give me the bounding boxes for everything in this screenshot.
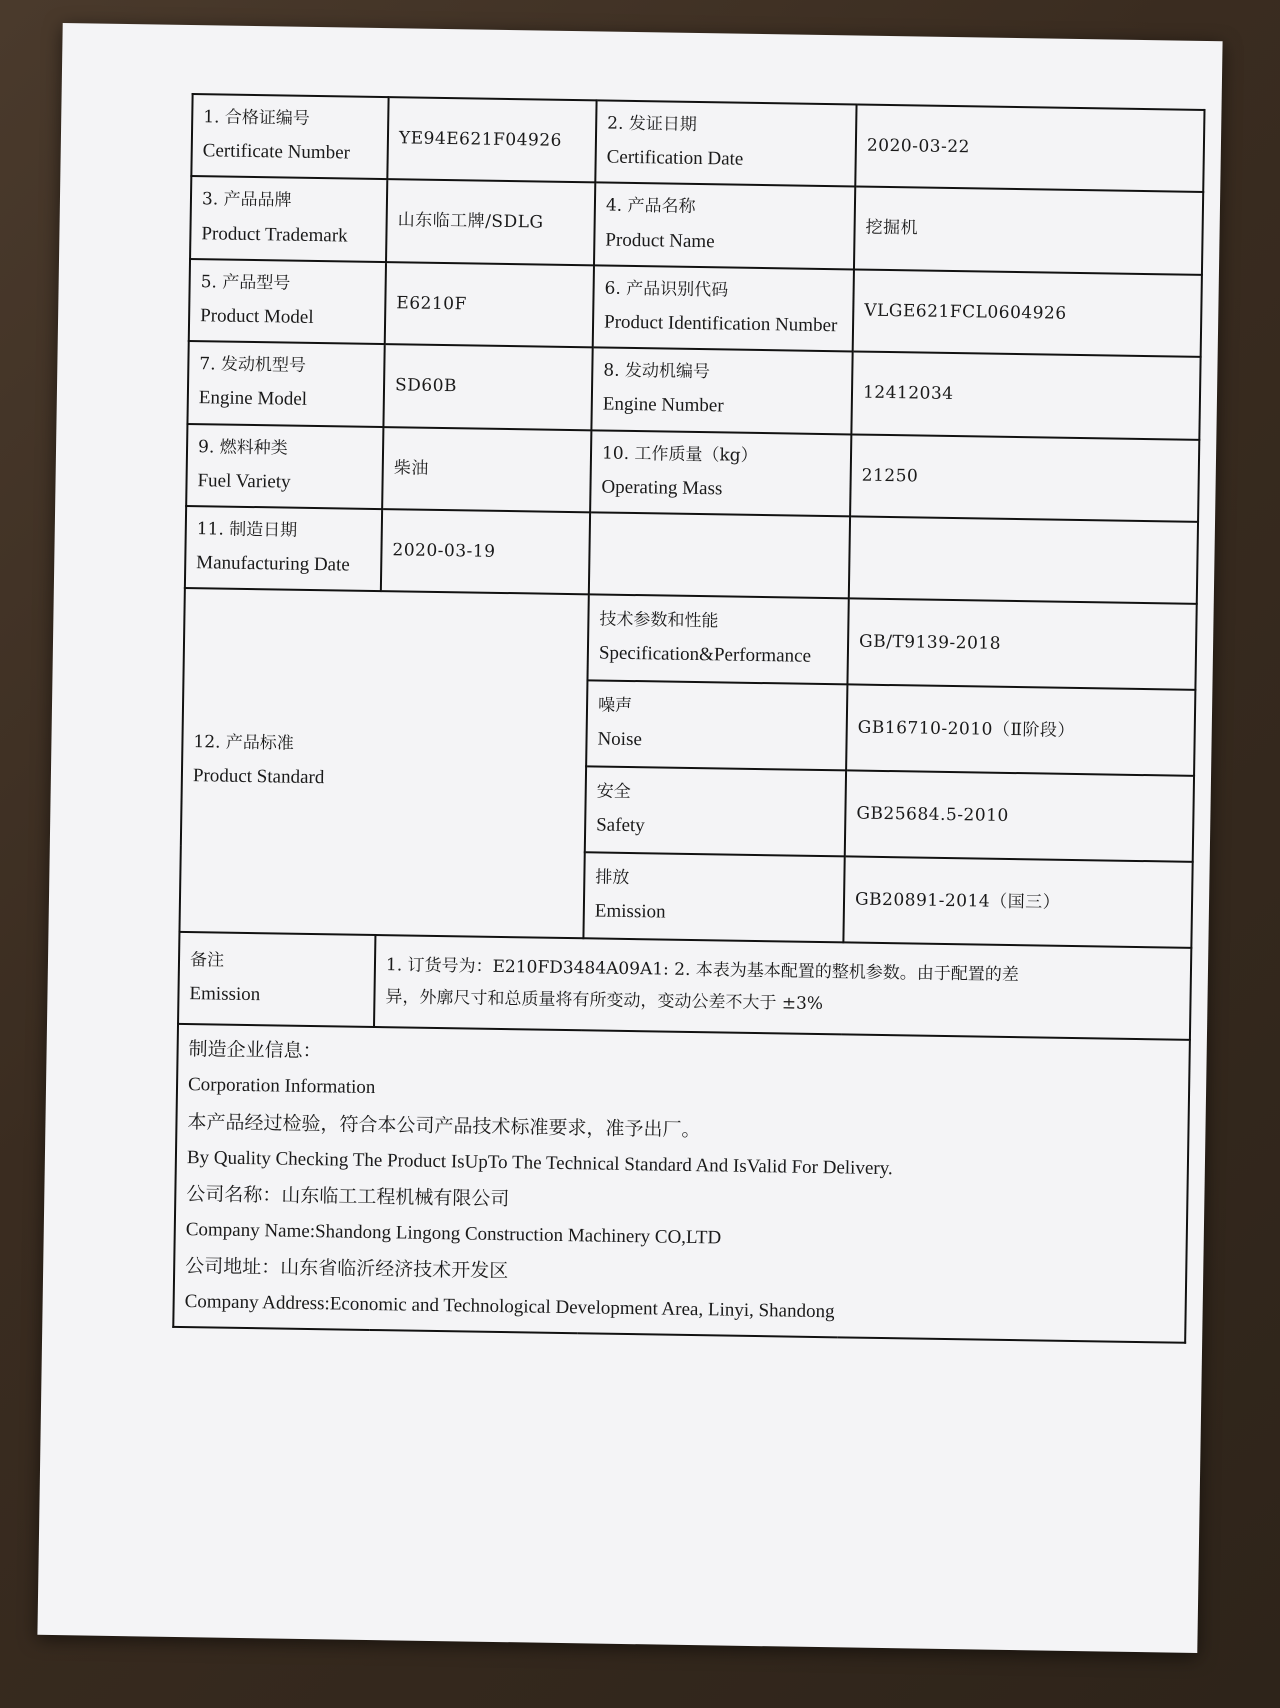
label-cn: 11. 制造日期	[196, 519, 298, 541]
label-en: Manufacturing Date	[196, 552, 350, 576]
label-en: Noise	[597, 728, 643, 751]
field-label-trademark	[190, 176, 387, 261]
product-id-value: VLGE621FCL0604926	[853, 269, 1202, 357]
label-cn: 7. 发动机型号	[199, 354, 307, 377]
table-row	[190, 176, 1203, 274]
label-cn: 9. 燃料种类	[197, 436, 288, 459]
table-row	[189, 259, 1202, 357]
label-en: Engine Number	[602, 393, 724, 417]
table-row	[187, 341, 1200, 439]
label-en: Product Name	[605, 229, 715, 252]
label-en: Operating Mass	[601, 476, 723, 500]
standard-item-label	[586, 681, 847, 771]
table-row	[178, 932, 1191, 1040]
standard-item-value: GB20891-2014（国三）	[843, 857, 1192, 948]
empty-cell	[589, 512, 850, 598]
label-en: Product Trademark	[201, 222, 348, 247]
cert-date-value: 2020-03-22	[855, 104, 1204, 192]
label-en: Product Standard	[192, 765, 325, 789]
company-address-cn: 公司地址：山东省临沂经济技术开发区	[185, 1254, 509, 1283]
remarks-line: 1. 订货号为：E210FD3484A09A1: 2. 本表为基本配置的整机参数。由于配置的差	[385, 955, 1019, 986]
table-row	[184, 588, 1197, 690]
label-en: Certification Date	[606, 146, 744, 170]
label-en: Specification&Performance	[598, 642, 812, 668]
certificate-table	[172, 93, 1205, 1344]
field-label-fuel	[186, 424, 383, 509]
fuel-value: 柴油	[382, 427, 591, 513]
cert-number-value: YE94E621F04926	[387, 97, 596, 183]
label-en: Emission	[189, 983, 261, 1006]
label-cn: 10. 工作质量（kg）	[601, 443, 758, 466]
corp-statement-cn: 本产品经过检验，符合本公司产品技术标准要求，准予出厂。	[187, 1110, 701, 1141]
label-en: Fuel Variety	[197, 470, 291, 493]
engine-model-value: SD60B	[383, 344, 592, 430]
label-cn: 8. 发动机编号	[603, 360, 711, 383]
field-label-cert-date	[595, 100, 856, 186]
corp-title-cn: 制造企业信息：	[188, 1038, 322, 1063]
mfg-date-value: 2020-03-19	[381, 509, 590, 595]
standard-item-value: GB16710-2010（Ⅱ阶段）	[846, 685, 1195, 776]
label-en: Emission	[594, 900, 666, 924]
field-label-engine-number	[591, 348, 852, 434]
label-cn: 噪声	[597, 695, 633, 717]
empty-cell	[849, 516, 1198, 604]
field-label-cert-number	[191, 94, 388, 179]
label-cn: 技术参数和性能	[599, 609, 719, 632]
label-cn: 安全	[596, 781, 631, 803]
label-en: Safety	[596, 814, 645, 837]
label-cn: 2. 发证日期	[607, 113, 697, 135]
corporation-info	[173, 1024, 1190, 1343]
label-cn: 排放	[595, 867, 630, 889]
trademark-value: 山东临工牌/SDLG	[386, 179, 595, 265]
table-row	[185, 506, 1198, 604]
remarks-text	[374, 935, 1191, 1040]
field-label-product-model	[189, 259, 386, 344]
product-standard-label	[179, 588, 588, 938]
table-row	[173, 1024, 1190, 1343]
field-label-product-id	[593, 265, 854, 351]
corp-title-en: Corporation Information	[187, 1074, 376, 1099]
remarks-line: 异，外廓尺寸和总质量将有所变动，变动公差不大于 ±3%	[385, 987, 824, 1015]
field-label-engine-model	[187, 341, 384, 426]
company-name-cn: 公司名称：山东临工工程机械有限公司	[186, 1182, 510, 1210]
certificate-paper	[37, 23, 1222, 1653]
field-label-product-name	[594, 183, 855, 269]
label-cn: 1. 合格证编号	[203, 107, 311, 129]
label-cn: 12. 产品标准	[193, 732, 295, 754]
label-cn: 6. 产品识别代码	[604, 278, 729, 301]
company-name-en: Company Name:Shandong Lingong Construction Machinery CO,LTD	[185, 1218, 722, 1249]
company-address-en: Company Address:Economic and Technological Development Area, Linyi, Shandong	[184, 1291, 835, 1323]
label-en: Product Model	[199, 305, 314, 329]
label-cn: 5. 产品型号	[200, 271, 291, 294]
product-model-value: E6210F	[385, 262, 594, 348]
label-en: Engine Model	[198, 387, 308, 411]
table-row	[186, 424, 1199, 522]
remarks-label	[178, 932, 375, 1027]
field-label-mfg-date	[185, 506, 382, 591]
standard-item-label	[583, 853, 844, 943]
engine-number-value: 12412034	[851, 352, 1200, 440]
product-name-value: 挖掘机	[854, 187, 1203, 275]
label-en: Certificate Number	[202, 140, 351, 164]
table-row	[191, 94, 1204, 192]
standard-item-value: GB25684.5-2010	[845, 771, 1194, 862]
standard-item-label	[587, 595, 848, 685]
corp-statement-en: By Quality Checking The Product IsUpTo The Technical Standard And IsValid For Delivery.	[186, 1146, 893, 1179]
label-cn: 备注	[189, 950, 225, 971]
standard-item-value: GB/T9139-2018	[847, 599, 1196, 690]
label-cn: 4. 产品名称	[605, 195, 696, 218]
label-en: Product Identification Number	[603, 311, 838, 337]
field-label-mass	[590, 430, 851, 516]
mass-value: 21250	[850, 434, 1199, 522]
standard-item-label	[585, 767, 846, 857]
label-cn: 3. 产品品牌	[201, 189, 292, 211]
